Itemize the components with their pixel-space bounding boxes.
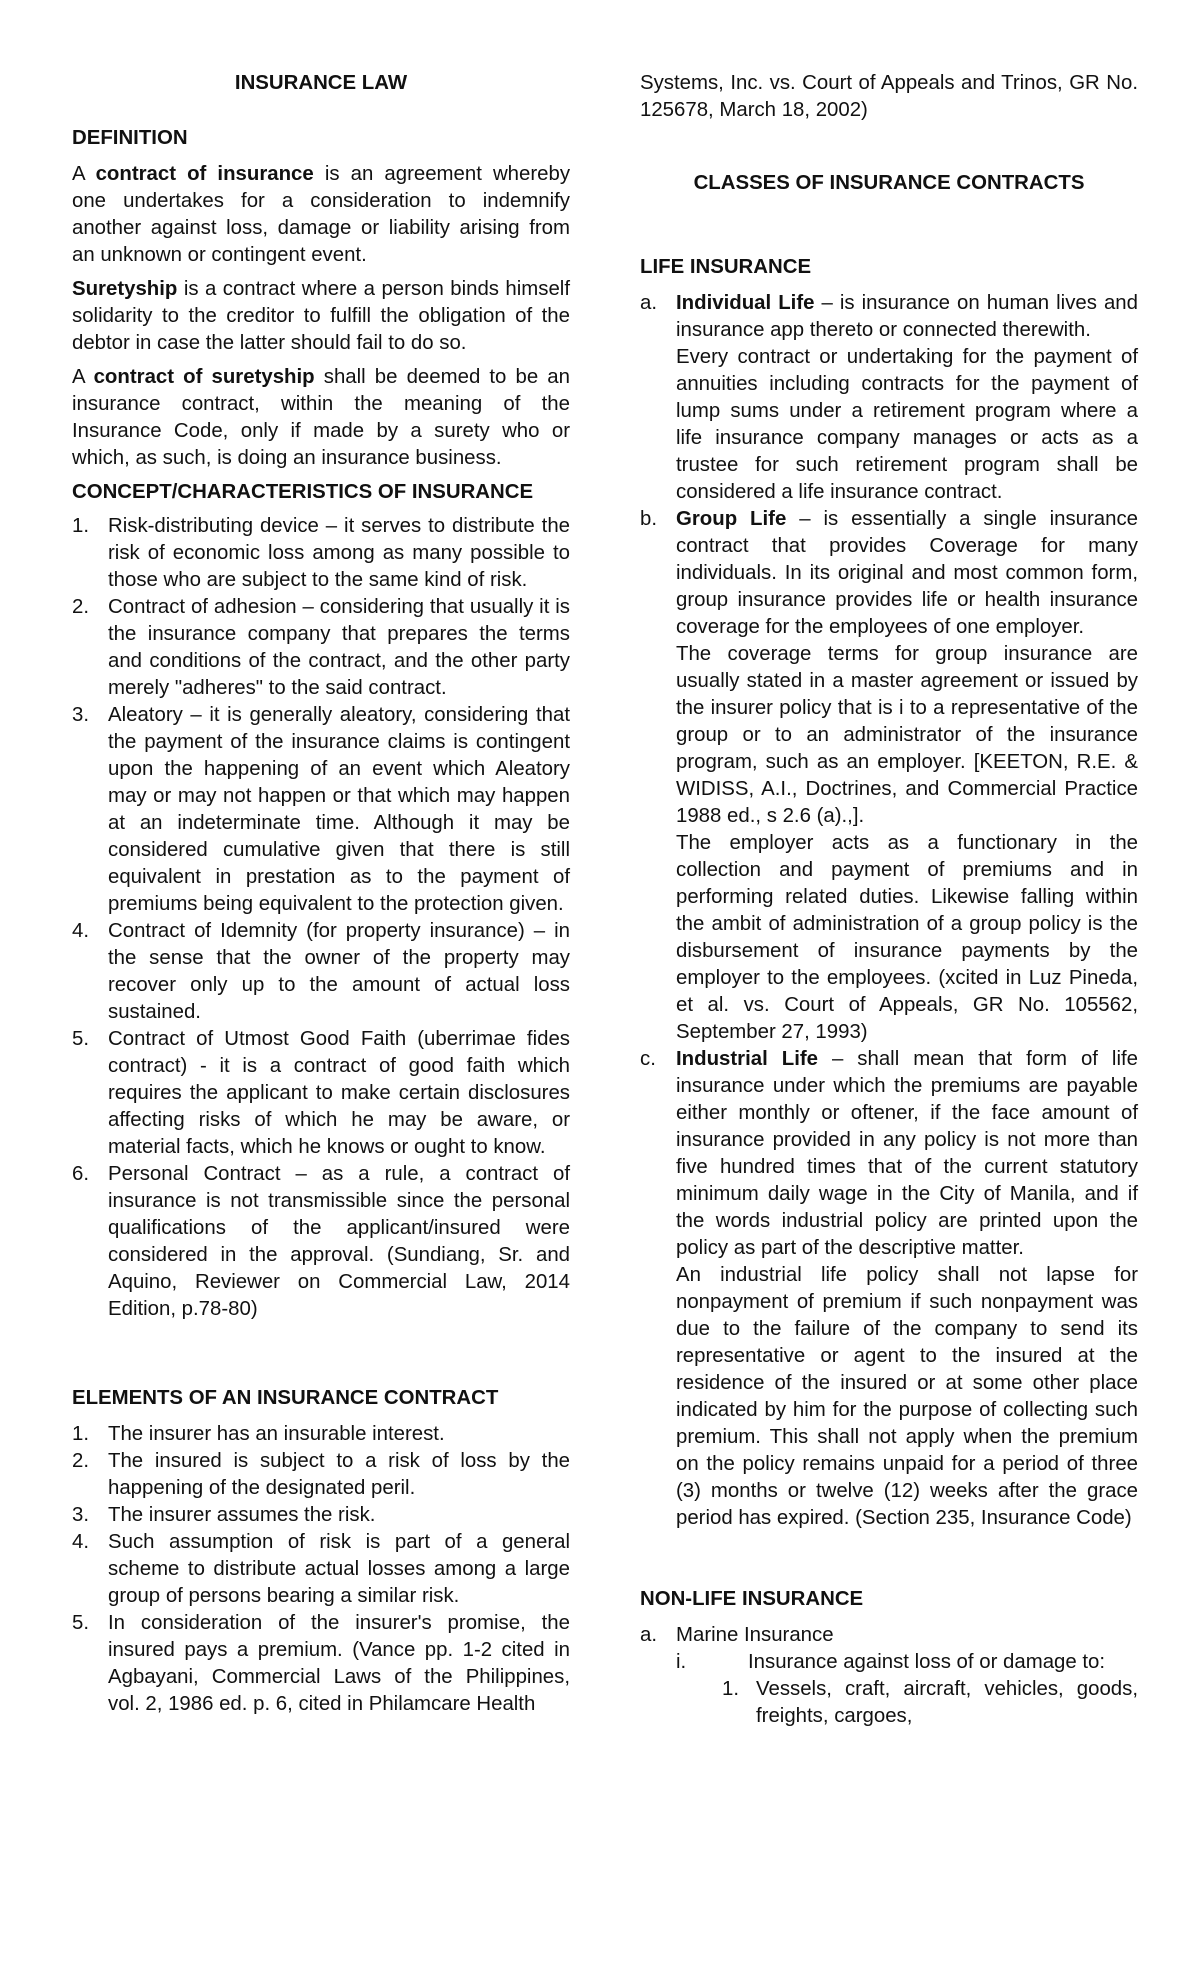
concept-item: 3. Aleatory – it is generally aleatory, considering that the payment of the insurance claims is contingent upon the happening of an event which Aleatory may or may not happen or that which may happen at an indeterminate time. Although it may be considered cumulative given that there is still equivalent in prestation as to the payment of premiums being equivalent to the protection given. [72, 704, 570, 915]
right-column [640, 70, 1138, 1730]
concept-item: 1. Risk-distributing device – it serves to distribute the risk of economic loss among as many possible to those who are subject to the same kind of risk. [72, 515, 570, 591]
group-life-paragraph: The coverage terms for group insurance are usually stated in a master agreement or issued by the insurer policy that is i to a representative of the group or to an administrator of the insurance program, such as an employer. [KEETON, R.E. & WIDISS, A.I., Doctrines, and Commercial Practice 1988 ed., s 2.6 (a).,]. [676, 643, 1138, 827]
life-insurance-list [640, 290, 1138, 1532]
industrial-life-paragraph: An industrial life policy shall not lapse for nonpayment of premium if such nonpayment was due to the failure of the company to send its representative or agent to the insured at the residence of the insured or at some other place indicated by him for the purpose of collecting such premium. This shall not apply when the premium on the policy remains unpaid for a period of three (3) months or twelve (12) weeks after the grace period has expired. (Section 235, Insurance Code) [676, 1264, 1138, 1529]
group-life-paragraph: The employer acts as a functionary in the collection and payment of premiums and in performing related duties. Likewise falling within the ambit of administration of a group policy is the disbursement of insurance payments by the employer to the employees. (xcited in Luz Pineda, et al. vs. Court of Appeals, GR No. 105562, September 27, 1993) [676, 832, 1138, 1043]
individual-life-paragraph: Every contract or undertaking for the payment of annuities including contracts for the payment of lump sums under a retirement program where a life insurance company manages or acts as a trustee for such retirement program shall be considered a life insurance contract. [676, 346, 1138, 503]
left-column [72, 70, 570, 1718]
classes-heading: CLASSES OF INSURANCE CONTRACTS [693, 172, 1085, 194]
document-title: INSURANCE LAW [234, 72, 408, 94]
concept-item: 5. Contract of Utmost Good Faith (uberrimae fides contract) - it is a contract of good faith which requires the applicant to make certain disclosures affecting risks of which he may be aware, or material facts, which he knows or ought to know. [72, 1028, 570, 1158]
individual-life-item: a. Individual Life – is insurance on human lives and insurance app thereto or connected therewith. Every contract or undertaking for the payment of annuities including contracts for the payment of lump sums under a retirement program where a life insurance company manages or acts as a trustee for such retirement program shall be considered a life insurance contract. [640, 290, 1138, 506]
concept-list [72, 513, 570, 1323]
marine-insurance-item: a. Marine Insurance [640, 1624, 834, 1646]
group-life-item: b. Group Life – is essentially a single insurance contract that provides Coverage for many individuals. In its original and most common form, group insurance provides life or health insurance coverage for the employees of one employer. The coverage terms for group insurance are usually stated in a master agreement or issued by the insurer policy that is i to a representative of the group or to an administrator of the insurance program, such as an employer. [KEETON, R.E. & WIDISS, A.I., Doctrines, and Commercial Practice 1988 ed., s 2.6 (a).,]. The employer acts as a functionary in the collection and payment of premiums and in performing related duties. Likewise falling within the ambit of administration of a group policy is the disbursement of insurance payments by the employer to the employees. (xcited in Luz Pineda, et al. vs. Court of Appeals, GR No. 105562, September 27, 1993) [640, 506, 1138, 1046]
elements-heading: ELEMENTS OF AN INSURANCE CONTRACT [72, 1387, 499, 1409]
non-life-list [640, 1622, 1138, 1730]
elements-item: 2. The insured is subject to a risk of loss by the happening of the designated peril. [72, 1450, 570, 1499]
elements-item: 1. The insurer has an insurable interest. [72, 1423, 445, 1445]
elements-item: 3. The insurer assumes the risk. [72, 1504, 376, 1526]
definition-paragraph-insurance: A contract of insurance is an agreement whereby one undertakes for a consideration to indemnify another against loss, damage or liability arising from an unknown or contingent event. [72, 163, 571, 266]
life-insurance-heading: LIFE INSURANCE [640, 256, 812, 278]
marine-sub-sub-item: 1. Vessels, craft, aircraft, vehicles, goods, freights, cargoes, [722, 1678, 1138, 1727]
marine-sub-item: i. Insurance against loss of or damage to: [676, 1651, 1106, 1673]
concept-item: 4. Contract of Idemnity (for property insurance) – in the sense that the owner of the property may recover only up to the amount of actual loss sustained. [72, 920, 570, 1023]
citation-continuation: Systems, Inc. vs. Court of Appeals and Trinos, GR No. 125678, March 18, 2002) [640, 72, 1138, 121]
elements-item: 4. Such assumption of risk is part of a general scheme to distribute actual losses among a large group of persons bearing a similar risk. [72, 1531, 570, 1607]
non-life-insurance-heading: NON-LIFE INSURANCE [640, 1588, 864, 1610]
elements-list [72, 1421, 570, 1718]
industrial-life-item: c. Industrial Life – shall mean that form of life insurance under which the premiums are payable either monthly or oftener, if the face amount of insurance provided in any policy is not more than five hundred times that of the current statutory minimum daily wage in the City of Manila, and if the words industrial policy are printed upon the policy as part of the descriptive matter. An industrial life policy shall not lapse for nonpayment of premium if such nonpayment was due to the failure of the company to send its representative or agent to the insured at the residence of the insured or at some other place indicated by him for the purpose of collecting such premium. This shall not apply when the premium on the policy remains unpaid for a period of three (3) months or twelve (12) weeks after the grace period has expired. (Section 235, Insurance Code) [640, 1046, 1138, 1532]
concept-item: 2. Contract of adhesion – considering that usually it is the insurance company that prepares the terms and conditions of the contract, and the other party merely "adheres" to the said contract. [72, 596, 570, 699]
definition-heading: DEFINITION [72, 127, 188, 149]
elements-item: 5. In consideration of the insurer's promise, the insured pays a premium. (Vance pp. 1-2 cited in Agbayani, Commercial Laws of the Philippines, vol. 2, 1986 ed. p. 6, cited in Philamcare Health [72, 1612, 570, 1715]
concept-item: 6. Personal Contract – as a rule, a contract of insurance is not transmissible since the personal qualifications of the applicant/insured were considered in the approval. (Sundiang, Sr. and Aquino, Reviewer on Commercial Law, 2014 Edition, p.78-80) [72, 1163, 570, 1320]
concept-heading: CONCEPT/CHARACTERISTICS OF INSURANCE [72, 481, 534, 503]
definition-paragraph-suretyship-contract: A contract of suretyship shall be deemed to be an insurance contract, within the meaning of the Insurance Code, only if made by a surety who or which, as such, is doing an insurance business. [72, 366, 570, 469]
definition-paragraph-suretyship: Suretyship is a contract where a person binds himself solidarity to the creditor to fulfill the obligation of the debtor in case the latter should fail to do so. [72, 278, 570, 354]
